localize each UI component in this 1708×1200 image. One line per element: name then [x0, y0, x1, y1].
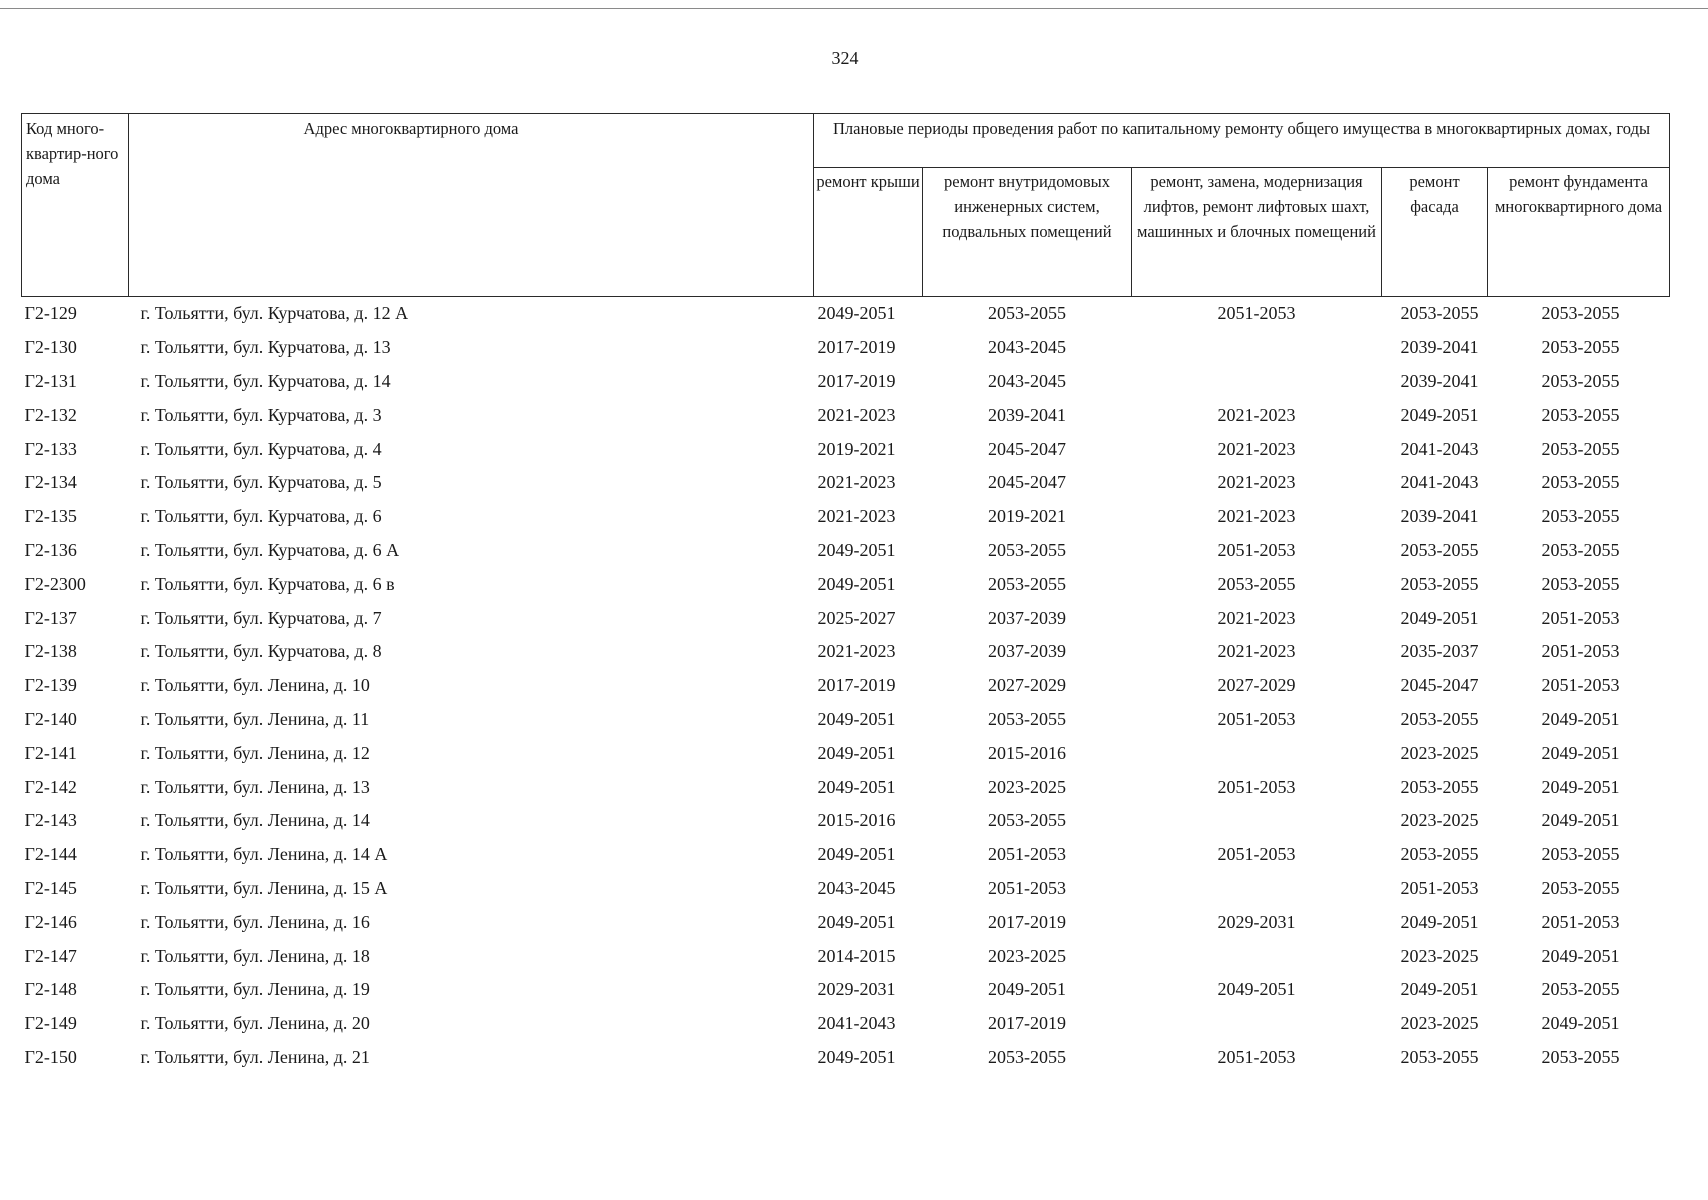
cell-foundation: 2051-2053: [1541, 607, 1620, 628]
cell-lifts: 2053-2055: [1217, 573, 1296, 594]
table-row: [22, 770, 1670, 804]
cell-address: г. Тольятти, бул. Ленина, д. 11: [140, 708, 370, 729]
table-body: [22, 297, 1670, 1075]
cell-address: г. Тольятти, бул. Курчатова, д. 12 А: [140, 303, 409, 324]
cell-facade: 2053-2055: [1400, 776, 1479, 797]
cell-engineering: 2017-2019: [988, 911, 1066, 932]
table-row: [22, 1007, 1670, 1041]
header-planned-periods: Плановые периоды проведения работ по капитальному ремонту общего имущества в многоквартирных домах, годы: [814, 114, 1670, 168]
cell-foundation: 2049-2051: [1541, 708, 1620, 729]
table-row: [22, 567, 1670, 601]
cell-code: Г2-135: [24, 506, 77, 527]
cell-facade: 2051-2053: [1400, 877, 1479, 898]
cell-foundation: 2049-2051: [1541, 776, 1620, 797]
table-row: [22, 669, 1670, 703]
cell-engineering: 2053-2055: [988, 708, 1066, 729]
cell-lifts: 2021-2023: [1217, 438, 1296, 459]
cell-code: Г2-134: [24, 472, 77, 493]
cell-code: Г2-138: [24, 641, 77, 662]
cell-address: г. Тольятти, бул. Курчатова, д. 4: [140, 438, 382, 459]
cell-facade: 2023-2025: [1400, 945, 1479, 966]
cell-roof: 2043-2045: [817, 877, 896, 898]
table-row: [22, 905, 1670, 939]
cell-lifts: 2021-2023: [1217, 607, 1296, 628]
cell-code: Г2-133: [24, 438, 77, 459]
cell-engineering: 2045-2047: [988, 438, 1066, 459]
cell-code: Г2-2300: [24, 573, 86, 594]
cell-foundation: 2053-2055: [1541, 844, 1620, 865]
cell-address: г. Тольятти, бул. Ленина, д. 19: [140, 979, 370, 1000]
cell-roof: 2021-2023: [817, 472, 896, 493]
cell-lifts: [1132, 736, 1382, 770]
cell-facade: 2045-2047: [1400, 675, 1479, 696]
cell-roof: 2049-2051: [817, 303, 896, 324]
cell-engineering: 2053-2055: [988, 573, 1066, 594]
cell-foundation: 2051-2053: [1541, 641, 1620, 662]
cell-lifts: 2027-2029: [1217, 675, 1296, 696]
document-sheet: [21, 113, 1669, 1074]
cell-foundation: 2053-2055: [1541, 506, 1620, 527]
header-lifts: ремонт, замена, модернизация лифтов, ремонт лифтовых шахт, машинных и блочных помещений: [1132, 168, 1382, 297]
cell-roof: 2029-2031: [817, 979, 896, 1000]
table-row: [22, 398, 1670, 432]
header-code: Код много-квартир-ного дома: [22, 114, 129, 297]
cell-address: г. Тольятти, бул. Ленина, д. 18: [140, 945, 370, 966]
cell-roof: 2049-2051: [817, 539, 896, 560]
cell-engineering: 2015-2016: [988, 742, 1066, 763]
cell-address: г. Тольятти, бул. Ленина, д. 12: [140, 742, 370, 763]
cell-code: Г2-139: [24, 675, 77, 696]
cell-foundation: 2053-2055: [1541, 1046, 1620, 1067]
cell-facade: 2039-2041: [1400, 370, 1479, 391]
cell-foundation: 2053-2055: [1541, 573, 1620, 594]
cell-facade: 2023-2025: [1400, 742, 1479, 763]
cell-lifts: 2051-2053: [1217, 844, 1296, 865]
cell-facade: 2049-2051: [1400, 607, 1479, 628]
cell-foundation: 2049-2051: [1541, 1013, 1620, 1034]
table-row: [22, 331, 1670, 365]
cell-lifts: [1132, 872, 1382, 906]
cell-roof: 2017-2019: [817, 337, 896, 358]
cell-lifts: [1132, 331, 1382, 365]
cell-facade: 2053-2055: [1400, 303, 1479, 324]
cell-code: Г2-136: [24, 539, 77, 560]
cell-facade: 2023-2025: [1400, 810, 1479, 831]
cell-roof: 2041-2043: [817, 1013, 896, 1034]
table-row: [22, 635, 1670, 669]
cell-foundation: 2049-2051: [1541, 742, 1620, 763]
table-row: [22, 804, 1670, 838]
cell-engineering: 2037-2039: [988, 607, 1066, 628]
table-header: [22, 114, 1670, 297]
table-row: [22, 872, 1670, 906]
cell-engineering: 2053-2055: [988, 303, 1066, 324]
cell-address: г. Тольятти, бул. Курчатова, д. 6 А: [140, 539, 400, 560]
cell-address: г. Тольятти, бул. Курчатова, д. 5: [140, 472, 382, 493]
cell-engineering: 2027-2029: [988, 675, 1066, 696]
cell-facade: 2023-2025: [1400, 1013, 1479, 1034]
cell-lifts: 2021-2023: [1217, 641, 1296, 662]
cell-roof: 2019-2021: [817, 438, 896, 459]
cell-roof: 2014-2015: [817, 945, 896, 966]
cell-roof: 2017-2019: [817, 675, 896, 696]
cell-lifts: 2021-2023: [1217, 506, 1296, 527]
cell-facade: 2041-2043: [1400, 472, 1479, 493]
cell-code: Г2-142: [24, 776, 77, 797]
table-row: [22, 939, 1670, 973]
cell-foundation: 2051-2053: [1541, 911, 1620, 932]
cell-foundation: 2053-2055: [1541, 539, 1620, 560]
cell-code: Г2-132: [24, 404, 77, 425]
cell-lifts: [1132, 804, 1382, 838]
cell-foundation: 2053-2055: [1541, 303, 1620, 324]
cell-roof: 2049-2051: [817, 911, 896, 932]
cell-foundation: 2053-2055: [1541, 370, 1620, 391]
cell-engineering: 2043-2045: [988, 337, 1066, 358]
header-address: Адрес многоквартирного дома: [129, 114, 814, 297]
cell-engineering: 2051-2053: [988, 844, 1066, 865]
cell-code: Г2-137: [24, 607, 77, 628]
cell-lifts: 2021-2023: [1217, 404, 1296, 425]
cell-address: г. Тольятти, бул. Курчатова, д. 13: [140, 337, 391, 358]
cell-engineering: 2043-2045: [988, 370, 1066, 391]
cell-engineering: 2039-2041: [988, 404, 1066, 425]
cell-address: г. Тольятти, бул. Ленина, д. 10: [140, 675, 370, 696]
cell-code: Г2-150: [24, 1046, 77, 1067]
cell-facade: 2049-2051: [1400, 979, 1479, 1000]
cell-engineering: 2053-2055: [988, 1046, 1066, 1067]
table-row: [22, 736, 1670, 770]
cell-address: г. Тольятти, бул. Ленина, д. 21: [140, 1046, 370, 1067]
cell-address: г. Тольятти, бул. Ленина, д. 14: [140, 810, 370, 831]
table-row: [22, 500, 1670, 534]
cell-roof: 2049-2051: [817, 573, 896, 594]
cell-facade: 2053-2055: [1400, 573, 1479, 594]
cell-lifts: [1132, 1007, 1382, 1041]
header-row-group: [22, 114, 1670, 168]
cell-code: Г2-141: [24, 742, 77, 763]
cell-lifts: 2021-2023: [1217, 472, 1296, 493]
cell-address: г. Тольятти, бул. Ленина, д. 20: [140, 1013, 370, 1034]
cell-facade: 2053-2055: [1400, 844, 1479, 865]
cell-address: г. Тольятти, бул. Курчатова, д. 14: [140, 370, 391, 391]
cell-facade: 2053-2055: [1400, 539, 1479, 560]
cell-facade: 2041-2043: [1400, 438, 1479, 459]
cell-foundation: 2053-2055: [1541, 472, 1620, 493]
cell-facade: 2039-2041: [1400, 506, 1479, 527]
table-row: [22, 601, 1670, 635]
cell-foundation: 2049-2051: [1541, 810, 1620, 831]
cell-code: Г2-145: [24, 877, 77, 898]
cell-lifts: 2051-2053: [1217, 1046, 1296, 1067]
table-row: [22, 1041, 1670, 1075]
page-number: 324: [831, 48, 859, 68]
cell-facade: 2049-2051: [1400, 404, 1479, 425]
cell-engineering: 2023-2025: [988, 776, 1066, 797]
table-row: [22, 973, 1670, 1007]
table-row: [22, 466, 1670, 500]
cell-facade: 2049-2051: [1400, 911, 1479, 932]
header-facade: ремонт фасада: [1382, 168, 1488, 297]
cell-code: Г2-140: [24, 708, 77, 729]
cell-foundation: 2053-2055: [1541, 877, 1620, 898]
cell-address: г. Тольятти, бул. Ленина, д. 16: [140, 911, 370, 932]
cell-code: Г2-144: [24, 844, 77, 865]
cell-roof: 2021-2023: [817, 641, 896, 662]
cell-address: г. Тольятти, бул. Ленина, д. 14 А: [140, 844, 388, 865]
repair-schedule-table: [21, 113, 1670, 1074]
cell-address: г. Тольятти, бул. Курчатова, д. 6 в: [140, 573, 395, 594]
cell-code: Г2-129: [24, 303, 77, 324]
cell-engineering: 2049-2051: [988, 979, 1066, 1000]
cell-roof: 2049-2051: [817, 844, 896, 865]
cell-engineering: 2051-2053: [988, 877, 1066, 898]
cell-code: Г2-149: [24, 1013, 77, 1034]
cell-roof: 2049-2051: [817, 708, 896, 729]
cell-foundation: 2049-2051: [1541, 945, 1620, 966]
cell-foundation: 2053-2055: [1541, 337, 1620, 358]
table-row: [22, 703, 1670, 737]
table-row: [22, 534, 1670, 568]
cell-engineering: 2037-2039: [988, 641, 1066, 662]
header-foundation: ремонт фундамента многоквартирного дома: [1488, 168, 1670, 297]
cell-address: г. Тольятти, бул. Ленина, д. 13: [140, 776, 370, 797]
cell-facade: 2053-2055: [1400, 708, 1479, 729]
cell-lifts: 2051-2053: [1217, 303, 1296, 324]
table-row: [22, 365, 1670, 399]
cell-roof: 2025-2027: [817, 607, 896, 628]
cell-foundation: 2053-2055: [1541, 404, 1620, 425]
cell-engineering: 2053-2055: [988, 539, 1066, 560]
cell-lifts: 2051-2053: [1217, 708, 1296, 729]
cell-roof: 2021-2023: [817, 404, 896, 425]
cell-facade: 2035-2037: [1400, 641, 1479, 662]
cell-lifts: [1132, 939, 1382, 973]
cell-address: г. Тольятти, бул. Курчатова, д. 6: [140, 506, 382, 527]
cell-foundation: 2053-2055: [1541, 438, 1620, 459]
table-row: [22, 297, 1670, 331]
cell-foundation: 2051-2053: [1541, 675, 1620, 696]
cell-engineering: 2017-2019: [988, 1013, 1066, 1034]
cell-address: г. Тольятти, бул. Курчатова, д. 8: [140, 641, 382, 662]
cell-code: Г2-147: [24, 945, 77, 966]
cell-lifts: 2029-2031: [1217, 911, 1296, 932]
cell-roof: 2049-2051: [817, 1046, 896, 1067]
table-row: [22, 838, 1670, 872]
cell-roof: 2049-2051: [817, 742, 896, 763]
cell-facade: 2039-2041: [1400, 337, 1479, 358]
cell-lifts: 2049-2051: [1217, 979, 1296, 1000]
cell-engineering: 2019-2021: [988, 506, 1066, 527]
header-roof: ремонт крыши: [814, 168, 923, 297]
cell-foundation: 2053-2055: [1541, 979, 1620, 1000]
cell-address: г. Тольятти, бул. Ленина, д. 15 А: [140, 877, 388, 898]
cell-code: Г2-146: [24, 911, 77, 932]
cell-code: Г2-130: [24, 337, 77, 358]
cell-roof: 2017-2019: [817, 370, 896, 391]
cell-engineering: 2053-2055: [988, 810, 1066, 831]
cell-engineering: 2023-2025: [988, 945, 1066, 966]
cell-address: г. Тольятти, бул. Курчатова, д. 7: [140, 607, 382, 628]
cell-code: Г2-143: [24, 810, 77, 831]
cell-roof: 2015-2016: [817, 810, 896, 831]
cell-roof: 2021-2023: [817, 506, 896, 527]
cell-lifts: 2051-2053: [1217, 539, 1296, 560]
header-engineering: ремонт внутридомовых инженерных систем, подвальных помещений: [923, 168, 1132, 297]
cell-lifts: [1132, 365, 1382, 399]
table-row: [22, 432, 1670, 466]
cell-roof: 2049-2051: [817, 776, 896, 797]
cell-code: Г2-131: [24, 370, 77, 391]
cell-code: Г2-148: [24, 979, 77, 1000]
top-border-line: [0, 8, 1708, 9]
cell-lifts: 2051-2053: [1217, 776, 1296, 797]
cell-facade: 2053-2055: [1400, 1046, 1479, 1067]
cell-address: г. Тольятти, бул. Курчатова, д. 3: [140, 404, 382, 425]
cell-engineering: 2045-2047: [988, 472, 1066, 493]
